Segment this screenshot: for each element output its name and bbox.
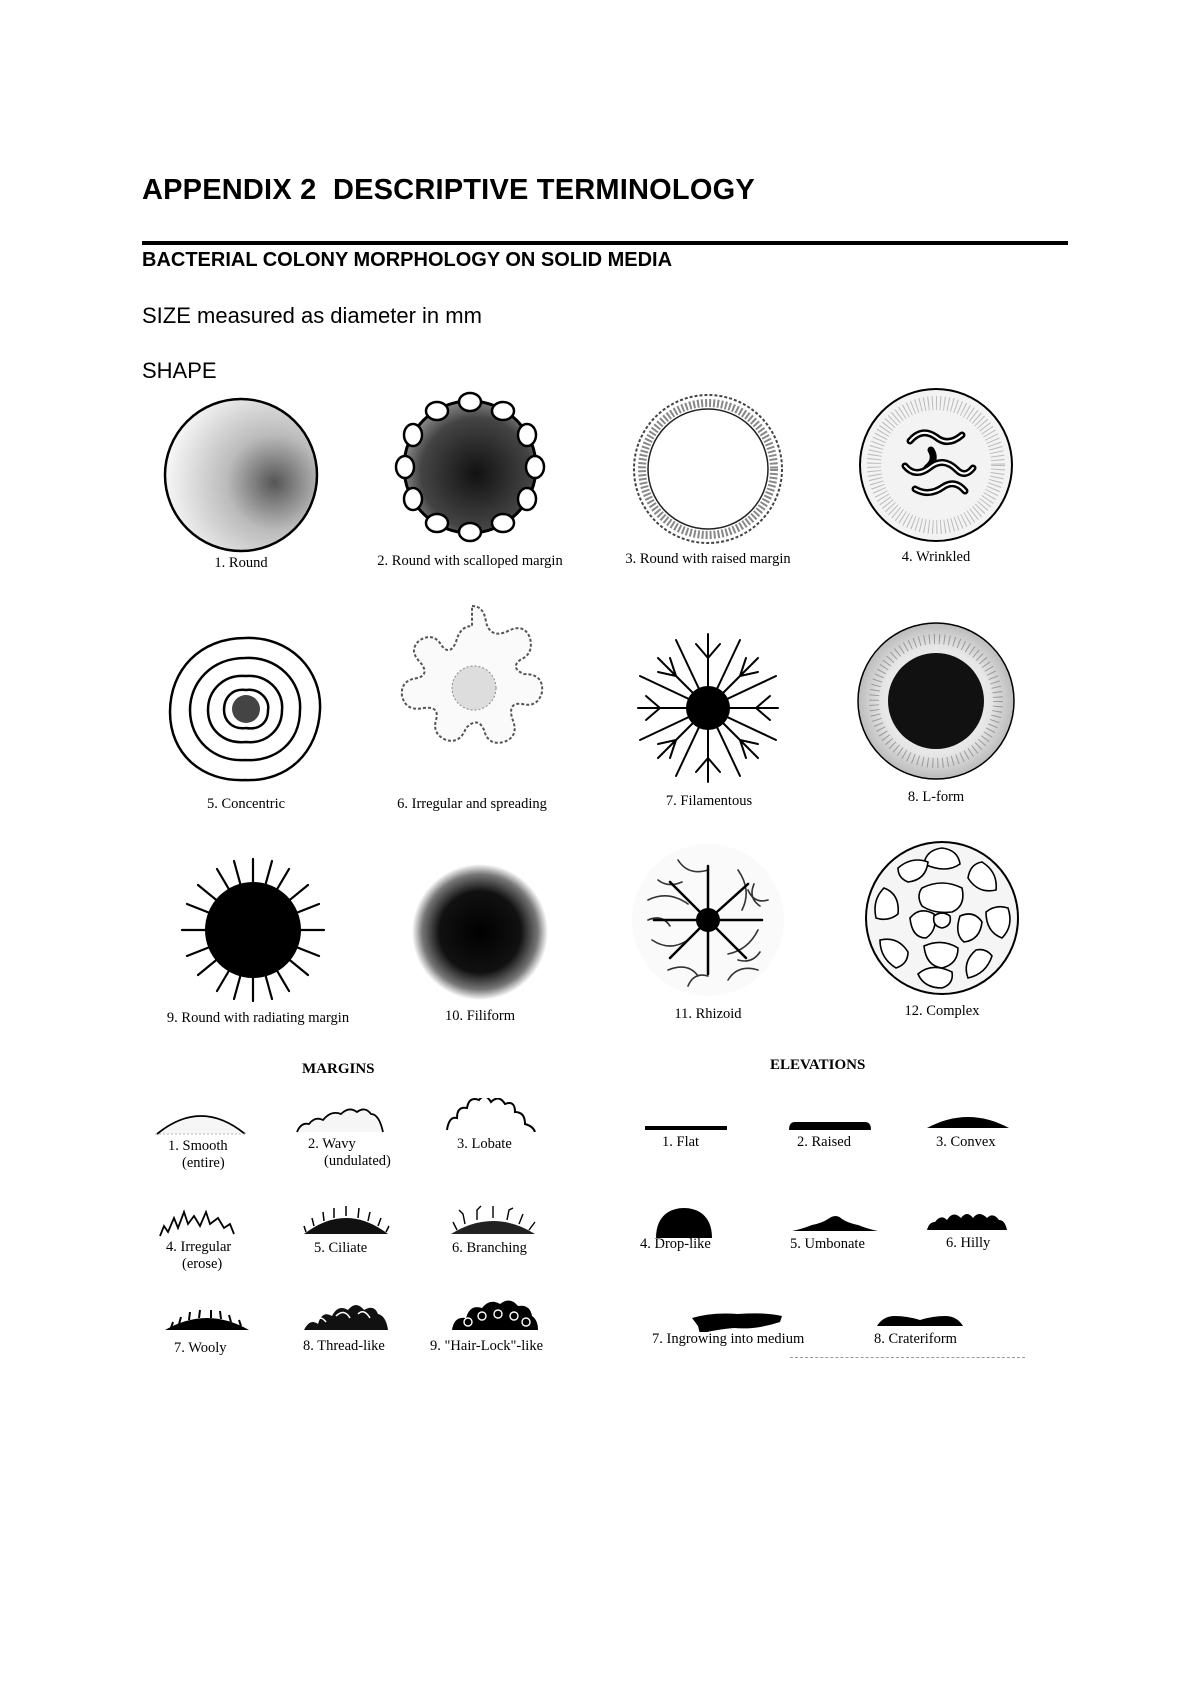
elevation-label-raised: 2. Raised: [797, 1134, 851, 1150]
size-description: SIZE measured as diameter in mm: [142, 303, 482, 328]
shape-wrinkled-figure: [855, 386, 1017, 544]
margin-smooth-figure: [155, 1108, 247, 1136]
shape-label-filiform: 10. Filiform: [444, 1008, 516, 1024]
shape-label-scalloped: 2. Round with scalloped margin: [377, 553, 563, 569]
margin-thread-like-figure: [300, 1302, 392, 1332]
shape-l-form-figure: [855, 620, 1017, 782]
shape-heading: SHAPE: [142, 358, 217, 383]
shape-irregular-figure: [372, 596, 572, 784]
page-title: APPENDIX 2 DESCRIPTIVE TERMINOLOGY: [142, 174, 755, 206]
elevation-ingrowing-figure: [690, 1312, 784, 1332]
elevation-label-umbonate: 5. Umbonate: [790, 1236, 865, 1252]
shape-filiform-figure: [410, 862, 550, 1002]
margin-label-hair-lock: 9. "Hair-Lock"-like: [430, 1338, 544, 1354]
shape-scalloped-figure: [390, 388, 550, 546]
margin-label-thread-like: 8. Thread-like: [303, 1338, 385, 1354]
elevation-label-hilly: 6. Hilly: [946, 1235, 991, 1251]
elevation-label-flat: 1. Flat: [662, 1134, 700, 1150]
margin-label-branching: 6. Branching: [452, 1240, 527, 1256]
margin-label-wavy: [308, 1136, 391, 1170]
shape-raised-margin-figure: [628, 390, 788, 548]
shape-label-raised-margin: 3. Round with raised margin: [625, 551, 791, 567]
margin-hair-lock-figure: [448, 1300, 542, 1332]
shape-concentric-figure: [160, 630, 330, 790]
shape-rhizoid-figure: [628, 840, 788, 1000]
margin-irregular-name: 4. Irregular: [166, 1239, 232, 1255]
shape-label-round: 1. Round: [214, 555, 268, 571]
margin-irregular-figure: [158, 1208, 248, 1238]
elevation-label-drop-like: 4. Drop-like: [640, 1236, 711, 1252]
margin-wooly-figure: [163, 1308, 251, 1332]
shape-complex-figure: [862, 838, 1022, 998]
shape-label-irregular: 6. Irregular and spreading: [397, 796, 547, 812]
section-subtitle: BACTERIAL COLONY MORPHOLOGY ON SOLID MEDIA: [142, 249, 673, 271]
shape-filamentous-figure: [628, 628, 788, 788]
margin-wavy-name: 2. Wavy: [308, 1136, 356, 1152]
margin-wavy-sub: (undulated): [324, 1153, 391, 1169]
elevation-convex-figure: [925, 1112, 1011, 1130]
margin-lobate-figure: [445, 1098, 539, 1132]
margin-irregular-sub: (erose): [182, 1256, 223, 1272]
shape-label-radiating: 9. Round with radiating margin: [166, 1010, 350, 1026]
shape-label-rhizoid: 11. Rhizoid: [674, 1006, 742, 1022]
margin-branching-figure: [447, 1204, 539, 1236]
shape-radiating-figure: [178, 855, 328, 1005]
elevation-drop-like-figure: [652, 1206, 716, 1240]
elevation-flat-figure: [645, 1124, 727, 1132]
margin-label-irregular: [166, 1239, 231, 1273]
elevation-label-convex: 3. Convex: [936, 1134, 996, 1150]
elevation-raised-figure: [787, 1118, 873, 1132]
shape-label-complex: 12. Complex: [904, 1003, 980, 1019]
elevation-umbonate-figure: [790, 1213, 880, 1233]
margin-wavy-figure: [295, 1106, 389, 1134]
elevation-crateriform-figure: [875, 1312, 965, 1328]
margin-smooth-name: 1. Smooth: [168, 1138, 228, 1154]
shape-label-concentric: 5. Concentric: [206, 796, 286, 812]
margin-smooth-sub: (entire): [182, 1155, 225, 1171]
elevation-hilly-figure: [925, 1212, 1011, 1232]
elevation-label-ingrowing: 7. Ingrowing into medium: [652, 1331, 805, 1347]
shape-round-figure: [160, 395, 322, 555]
bottom-divider: [790, 1357, 1025, 1358]
margin-label-wooly: 7. Wooly: [174, 1340, 227, 1356]
shape-label-filamentous: 7. Filamentous: [665, 793, 753, 809]
margin-ciliate-figure: [300, 1206, 392, 1236]
shape-label-wrinkled: 4. Wrinkled: [901, 549, 971, 565]
margin-label-lobate: 3. Lobate: [457, 1136, 512, 1152]
margin-label-smooth: [168, 1138, 228, 1172]
margin-label-ciliate: 5. Ciliate: [314, 1240, 368, 1256]
shape-label-l-form: 8. L-form: [907, 789, 965, 805]
elevations-heading: ELEVATIONS: [770, 1057, 866, 1073]
title-rule: [142, 241, 1068, 245]
margins-heading: MARGINS: [302, 1061, 375, 1077]
elevation-label-crateriform: 8. Crateriform: [874, 1331, 957, 1347]
